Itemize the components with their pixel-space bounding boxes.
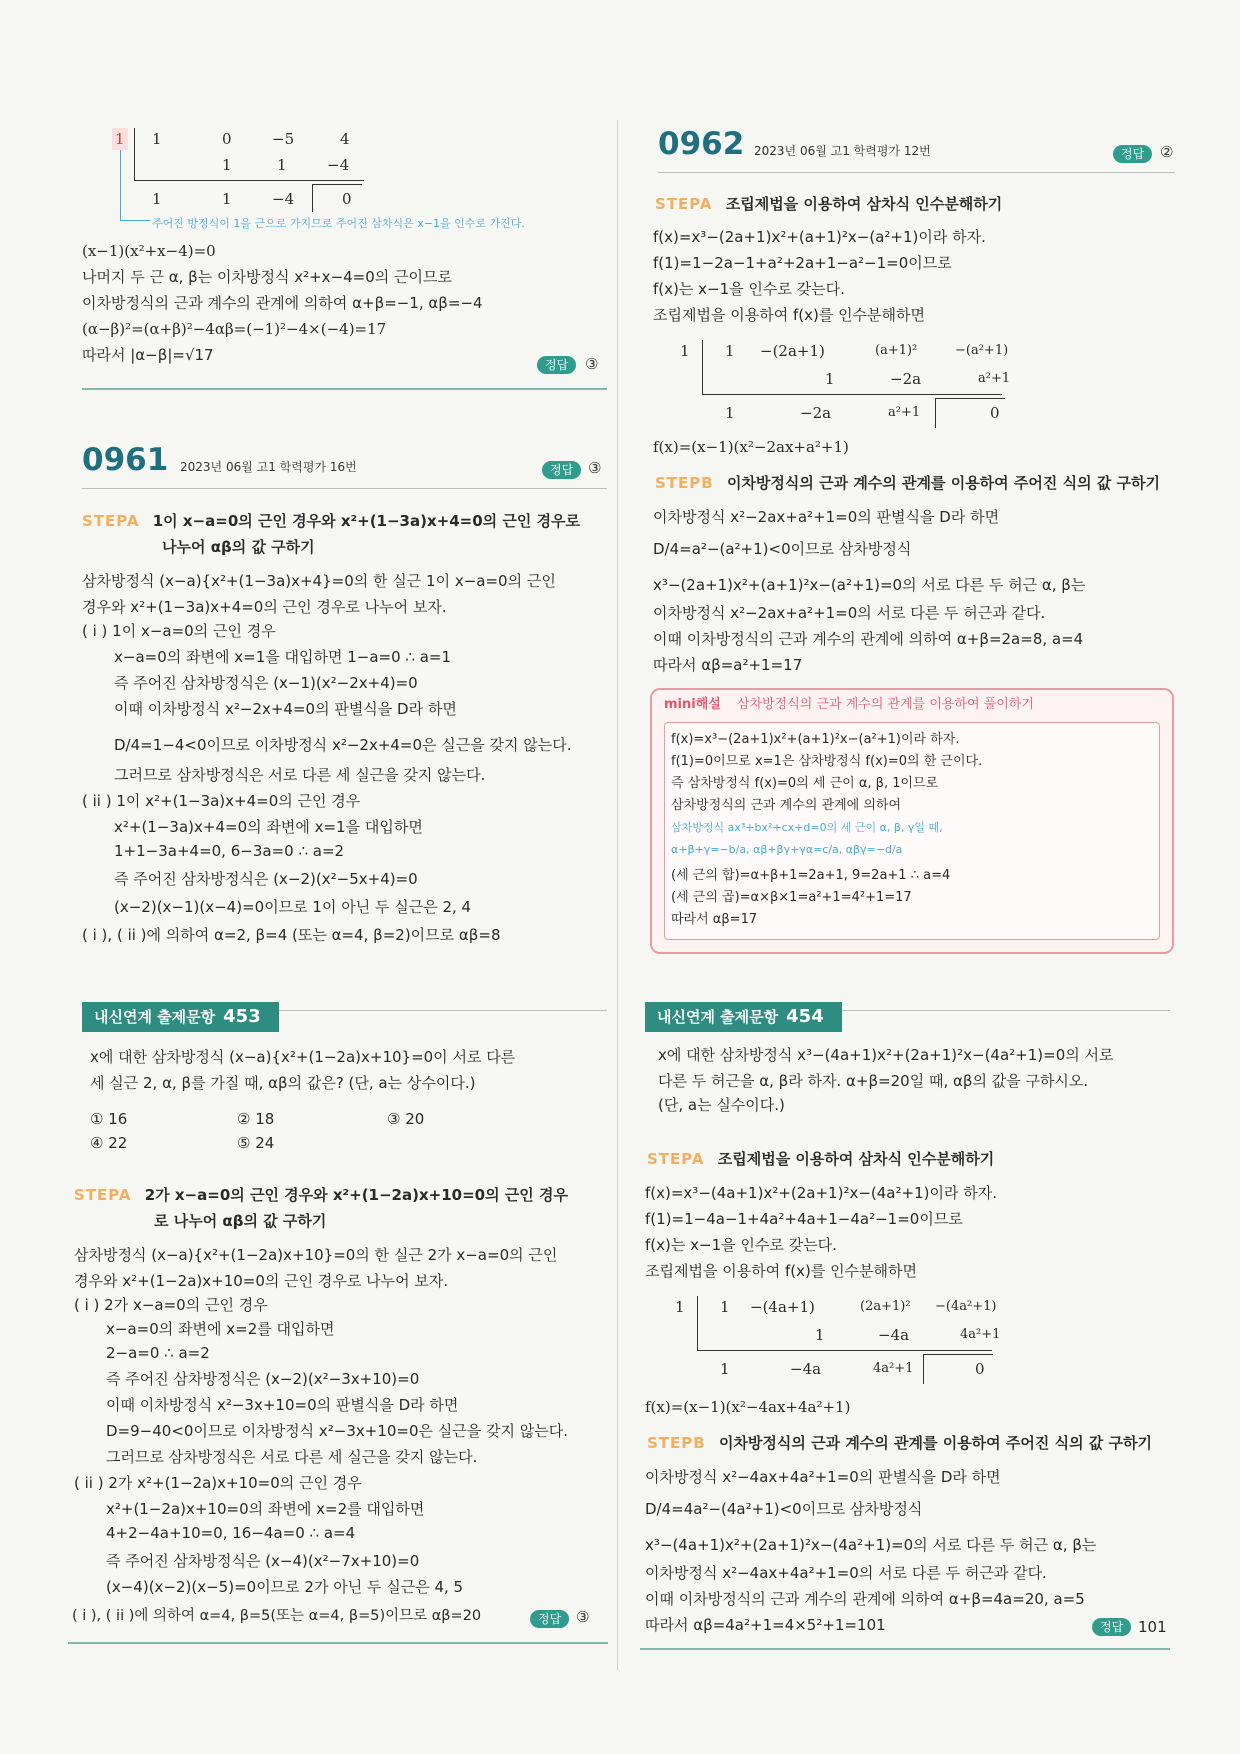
divisor: 1: [680, 342, 690, 360]
factored-form: f(x)=(x−1)(x²−2ax+a²+1): [653, 438, 849, 456]
step-b-heading: [647, 1432, 1152, 1454]
text-line: 경우와 x²+(1−3a)x+4=0의 근인 경우로 나누어 보자.: [82, 598, 447, 616]
problem-source: 2023년 06월 고1 학력평가 12번: [754, 144, 931, 158]
step-tag: STEP: [655, 474, 702, 492]
text-line: 즉 주어진 삼차방정식은 (x−2)(x²−5x+4)=0: [114, 870, 418, 888]
step-a-heading: [647, 1148, 994, 1170]
text-line: x²+(1−2a)x+10=0의 좌변에 x=2를 대입하면: [106, 1500, 425, 1518]
cell: 1: [222, 156, 232, 174]
text-line: 이차방정식 x²−4ax+4a²+1=0의 판별식을 D라 하면: [645, 1468, 1001, 1486]
text-line: 즉 주어진 삼차방정식은 (x−4)(x²−7x+10)=0: [106, 1552, 420, 1570]
cell: −(2a+1): [760, 342, 825, 360]
step-a-heading: [655, 193, 1002, 215]
mini-solution-box: [650, 688, 1174, 954]
section-bar-453: [82, 1002, 279, 1032]
cell: 1: [277, 156, 287, 174]
text-line: 4+2−4a+10=0, 16−4a=0 ∴ a=4: [106, 1524, 356, 1542]
text-line: 조립제법을 이용하여 f(x)를 인수분해하면: [645, 1262, 918, 1280]
separator: [640, 1648, 1170, 1650]
text-line: 조립제법을 이용하여 f(x)를 인수분해하면: [653, 306, 926, 324]
choice-2: ② 18: [237, 1110, 275, 1128]
mini-line: 삼차방정식의 근과 계수의 관계에 의하여: [671, 798, 902, 813]
cell: 1: [725, 342, 735, 360]
mini-line: (세 근의 곱)=α×β×1=a²+1=4²+1=17: [671, 890, 912, 905]
section-label: 내신연계 출제문항: [657, 1008, 779, 1026]
divisor: 1: [112, 128, 128, 150]
text-line: 즉 주어진 삼차방정식은 (x−2)(x²−3x+10)=0: [106, 1370, 420, 1388]
text-line: 삼차방정식 (x−a){x²+(1−2a)x+10}=0의 한 실근 2가 x−a=0의 근인: [74, 1246, 558, 1264]
cell: 0: [342, 190, 352, 208]
text-line: x−a=0의 좌변에 x=2를 대입하면: [106, 1320, 335, 1338]
mini-inner: [664, 722, 1160, 940]
synthetic-division-top: [112, 128, 412, 212]
mini-line: f(x)=x³−(2a+1)x²+(a+1)²x−(a²+1)이라 하자.: [671, 732, 960, 747]
section-number: 453: [223, 1006, 261, 1027]
cell: (2a+1)²: [860, 1299, 911, 1314]
text-line: 따라서 |α−β|=√17: [82, 346, 214, 364]
cell: −4a: [790, 1360, 822, 1378]
cell: −(a²+1): [955, 343, 1009, 358]
choice-5: ⑤ 24: [237, 1134, 275, 1152]
text-line: x−a=0의 좌변에 x=1을 대입하면 1−a=0 ∴ a=1: [114, 648, 452, 666]
step-letter: B: [693, 1434, 706, 1452]
text-line: (α−β)²=(α+β)²−4αβ=(−1)²−4×(−4)=17: [82, 320, 387, 338]
text-line: 삼차방정식 (x−a){x²+(1−3a)x+4}=0의 한 실근 1이 x−a=0의 근인: [82, 572, 556, 590]
text-line: f(x)는 x−1을 인수로 갖는다.: [653, 280, 845, 298]
answer-mark: ②: [1160, 143, 1174, 161]
divisor: 1: [675, 1298, 685, 1316]
cell: 1: [222, 190, 232, 208]
cell: a²+1: [978, 371, 1011, 386]
text-line: ( i ), ( ii )에 의하여 α=4, β=5(또는 α=4, β=5)이므로 αβ=20: [72, 1608, 482, 1624]
step-letter: A: [699, 195, 713, 213]
cell: a²+1: [888, 405, 921, 420]
text-line: ( ii ) 2가 x²+(1−2a)x+10=0의 근인 경우: [74, 1474, 362, 1492]
step-a-heading: [82, 510, 580, 532]
cell: −(4a²+1): [935, 1299, 997, 1314]
choice-3: ③ 20: [387, 1110, 425, 1128]
problem-source: 2023년 06월 고1 학력평가 16번: [180, 460, 357, 474]
step-b-heading: [655, 472, 1160, 494]
step-tag: STEP: [647, 1150, 692, 1168]
step-letter: A: [118, 1186, 132, 1204]
synthetic-division-0962: [680, 340, 1080, 430]
cell: 4a²+1: [960, 1327, 1001, 1342]
text-line: 이차방정식 x²−2ax+a²+1=0의 판별식을 D라 하면: [653, 508, 1000, 526]
step-letter: A: [126, 512, 140, 530]
cell: −(4a+1): [750, 1298, 815, 1316]
text-line: 2−a=0 ∴ a=2: [106, 1344, 210, 1362]
answer-badge: 정답: [537, 356, 576, 374]
step-tag: STEP: [647, 1434, 694, 1452]
step-title: 1이 x−a=0의 근인 경우와 x²+(1−3a)x+4=0의 근인 경우로: [152, 512, 581, 530]
text-line: f(1)=1−4a−1+4a²+4a+1−4a²−1=0이므로: [645, 1210, 963, 1228]
text-line: x³−(4a+1)x²+(2a+1)²x−(4a²+1)=0의 서로 다른 두 허근 α, β는: [645, 1536, 1097, 1554]
text-line: 즉 주어진 삼차방정식은 (x−1)(x²−2x+4)=0: [114, 674, 418, 692]
step-letter: A: [691, 1150, 705, 1168]
step-letter: B: [701, 474, 714, 492]
cell: 4: [340, 130, 350, 148]
mini-line: (세 근의 합)=α+β+1=2a+1, 9=2a+1 ∴ a=4: [671, 868, 951, 883]
text-line: 이차방정식 x²−4ax+4a²+1=0의 서로 다른 두 허근과 같다.: [645, 1564, 1047, 1582]
mini-label: mini해설: [664, 697, 721, 712]
section-bar-454: [645, 1002, 842, 1032]
text-line: 이때 이차방정식 x²−3x+10=0의 판별식을 D라 하면: [106, 1396, 459, 1414]
mini-line: f(1)=0이므로 x=1은 삼차방정식 f(x)=0의 한 근이다.: [671, 754, 983, 769]
text-line: ( i ), ( ii )에 의하여 α=2, β=4 (또는 α=4, β=2)이므로 αβ=8: [82, 926, 501, 944]
text-line: 이때 이차방정식 x²−2x+4=0의 판별식을 D라 하면: [114, 700, 457, 718]
section-number: 454: [786, 1006, 824, 1027]
cell: 1: [815, 1326, 825, 1344]
step-tag: STEP: [655, 195, 700, 213]
mini-title: 삼차방정식의 근과 계수의 관계를 이용하여 풀이하기: [736, 697, 1034, 712]
mini-heading: [664, 694, 1034, 716]
mini-line: 즉 삼차방정식 f(x)=0의 세 근이 α, β, 1이므로: [671, 776, 939, 791]
cell: 0: [990, 404, 1000, 422]
synthetic-note: 주어진 방정식이 1을 근으로 가지므로 주어진 삼차식은 x−1을 인수로 가진다.: [152, 217, 525, 230]
cell: 4a²+1: [873, 1361, 914, 1376]
text-line: 그러므로 삼차방정식은 서로 다른 세 실근을 갖지 않는다.: [114, 766, 486, 784]
text-line: f(x)는 x−1을 인수로 갖는다.: [645, 1236, 837, 1254]
answer-mark: ③: [585, 355, 599, 373]
factored-form: f(x)=(x−1)(x²−4ax+4a²+1): [645, 1398, 851, 1416]
cell: −4: [327, 156, 350, 174]
question-line: x에 대한 삼차방정식 x³−(4a+1)x²+(2a+1)²x−(4a²+1)=0의 서로: [658, 1046, 1114, 1064]
text-line: 경우와 x²+(1−2a)x+10=0의 근인 경우로 나누어 보자.: [74, 1272, 449, 1290]
cell: (a+1)²: [875, 343, 918, 358]
text-line: ( i ) 1이 x−a=0의 근인 경우: [82, 622, 276, 640]
step-a-heading: [74, 1184, 568, 1206]
text-line: f(x)=x³−(2a+1)x²+(a+1)²x−(a²+1)이라 하자.: [653, 228, 986, 246]
text-line: 이차방정식 x²−2ax+a²+1=0의 서로 다른 두 허근과 같다.: [653, 604, 1046, 622]
answer-badge: 정답: [1092, 1618, 1131, 1636]
separator: [658, 172, 1175, 173]
cell: 1: [152, 190, 162, 208]
cell: −2a: [890, 370, 922, 388]
text-line: D/4=1−4<0이므로 이차방정식 x²−2x+4=0은 실근을 갖지 않는다.: [114, 736, 572, 754]
answer-badge: 정답: [530, 1610, 569, 1628]
choice-1: ① 16: [90, 1110, 128, 1128]
text-line: D=9−40<0이므로 이차방정식 x²−3x+10=0은 실근을 갖지 않는다.: [106, 1422, 569, 1440]
question-line: x에 대한 삼차방정식 (x−a){x²+(1−2a)x+10}=0이 서로 다른: [90, 1048, 516, 1066]
answer-badge: 정답: [542, 461, 581, 479]
section-label: 내신연계 출제문항: [94, 1008, 216, 1026]
cell: 0: [222, 130, 232, 148]
answer-mark: ③: [588, 459, 602, 477]
text-line: D/4=a²−(a²+1)<0이므로 삼차방정식: [653, 540, 912, 558]
text-line: 따라서 αβ=a²+1=17: [653, 656, 803, 674]
question-line: (단, a는 실수이다.): [658, 1096, 785, 1114]
cell: 1: [725, 404, 735, 422]
text-line: ( i ) 2가 x−a=0의 근인 경우: [74, 1296, 268, 1314]
text-line: (x−1)(x²+x−4)=0: [82, 242, 216, 260]
answer-badge: 정답: [1113, 145, 1152, 163]
cell: −2a: [800, 404, 832, 422]
step-title: 이차방정식의 근과 계수의 관계를 이용하여 주어진 식의 값 구하기: [718, 1434, 1152, 1452]
text-line: 1+1−3a+4=0, 6−3a=0 ∴ a=2: [114, 842, 345, 860]
step-title-cont: 로 나누어 αβ의 값 구하기: [154, 1212, 327, 1230]
problem-number: 0961: [82, 442, 169, 478]
text-line: x³−(2a+1)x²+(a+1)²x−(a²+1)=0의 서로 다른 두 허근 α, β는: [653, 576, 1086, 594]
cell: 0: [975, 1360, 985, 1378]
separator: [82, 388, 607, 390]
mini-line: 따라서 αβ=17: [671, 912, 758, 927]
step-title: 이차방정식의 근과 계수의 관계를 이용하여 주어진 식의 값 구하기: [726, 474, 1160, 492]
step-tag: STEP: [82, 512, 127, 530]
text-line: 그러므로 삼차방정식은 서로 다른 세 실근을 갖지 않는다.: [106, 1448, 478, 1466]
cell: −5: [272, 130, 295, 148]
separator: [82, 488, 607, 489]
text-line: f(x)=x³−(4a+1)x²+(2a+1)²x−(4a²+1)이라 하자.: [645, 1184, 997, 1202]
mini-formula: α+β+γ=−b/a, αβ+βγ+γα=c/a, αβγ=−d/a: [671, 843, 903, 856]
cell: 1: [720, 1360, 730, 1378]
text-line: 이때 이차방정식의 근과 계수의 관계에 의하여 α+β=2a=8, a=4: [653, 630, 1084, 648]
text-line: (x−2)(x−1)(x−4)=0이므로 1이 아닌 두 실근은 2, 4: [114, 898, 472, 916]
step-title: 조립제법을 이용하여 삼차식 인수분해하기: [717, 1150, 995, 1168]
column-divider: [617, 120, 618, 1670]
cell: 1: [825, 370, 835, 388]
step-title: 조립제법을 이용하여 삼차식 인수분해하기: [725, 195, 1003, 213]
text-line: 따라서 αβ=4a²+1=4×5²+1=101: [645, 1616, 886, 1634]
cell: 1: [720, 1298, 730, 1316]
text-line: x²+(1−3a)x+4=0의 좌변에 x=1을 대입하면: [114, 818, 423, 836]
text-line: f(1)=1−2a−1+a²+2a+1−a²−1=0이므로: [653, 254, 952, 272]
text-line: 이때 이차방정식의 근과 계수의 관계에 의하여 α+β=4a=20, a=5: [645, 1590, 1085, 1608]
question-line: 세 실근 2, α, β를 가질 때, αβ의 값은? (단, a는 상수이다.): [90, 1074, 476, 1092]
synthetic-division-454: [675, 1296, 1075, 1386]
answer-mark: ③: [576, 1608, 590, 1626]
choice-4: ④ 22: [90, 1134, 128, 1152]
step-tag: STEP: [74, 1186, 119, 1204]
text-line: (x−4)(x−2)(x−5)=0이므로 2가 아닌 두 실근은 4, 5: [106, 1578, 464, 1596]
mini-formula-note: 삼차방정식 ax³+bx²+cx+d=0의 세 근이 α, β, γ일 때,: [671, 821, 943, 834]
cell: −4a: [878, 1326, 910, 1344]
step-title: 2가 x−a=0의 근인 경우와 x²+(1−2a)x+10=0의 근인 경우: [144, 1186, 568, 1204]
question-line: 다른 두 허근을 α, β라 하자. α+β=20일 때, αβ의 값을 구하시오.: [658, 1072, 1089, 1090]
cell: −4: [272, 190, 295, 208]
text-line: ( ii ) 1이 x²+(1−3a)x+4=0의 근인 경우: [82, 792, 361, 810]
text-line: 나머지 두 근 α, β는 이차방정식 x²+x−4=0의 근이므로: [82, 268, 453, 286]
problem-number: 0962: [658, 126, 745, 162]
step-title-cont: 나누어 αβ의 값 구하기: [162, 538, 315, 556]
cell: 1: [152, 130, 162, 148]
text-line: D/4=4a²−(4a²+1)<0이므로 삼차방정식: [645, 1500, 923, 1518]
page-number: 101: [1138, 1618, 1167, 1636]
text-line: 이차방정식의 근과 계수의 관계에 의하여 α+β=−1, αβ=−4: [82, 294, 483, 312]
separator: [68, 1642, 608, 1644]
